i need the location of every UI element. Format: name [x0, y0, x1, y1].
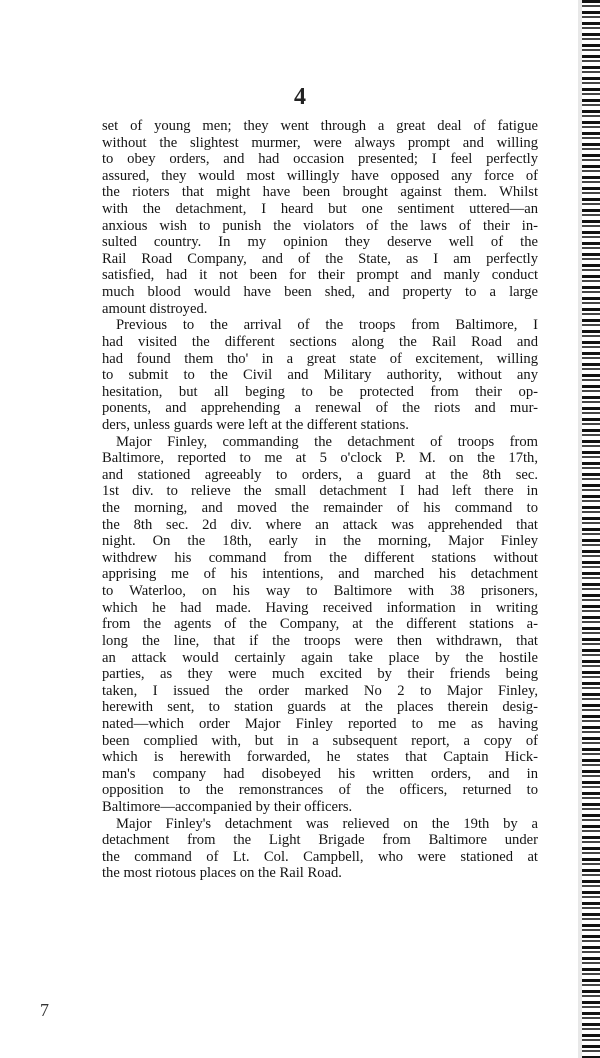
text-line: apprising me of his intentions, and marched his detachment — [102, 566, 538, 583]
text-line: had found them tho' in a great state of excitement, willing — [102, 350, 538, 367]
text-line: ponents, and apprehending a renewal of the riots and mur- — [102, 400, 538, 417]
text-line: nated—which order Major Finley reported to me as having — [102, 715, 538, 732]
text-line: Rail Road Company, and of the State, as I am perfectly — [102, 250, 538, 267]
text-line: satisfied, had it not been for their prompt and manly conduct — [102, 267, 538, 284]
text-line: the rioters that might have been brought against them. Whilst — [102, 184, 538, 201]
text-line: the most riotous places on the Rail Road. — [102, 865, 342, 882]
text-line: withdrew his command from the different stations without — [102, 549, 538, 566]
text-line: which he had made. Having received information in writing — [102, 599, 538, 616]
text-line: to obey orders, and had occasion presented; I feel perfectly — [102, 151, 538, 168]
text-line: Baltimore, reported to me at 5 o'clock P. M. on the 17th, — [102, 450, 538, 467]
text-line: Baltimore—accompanied by their officers. — [102, 798, 353, 815]
text-line: detachment from the Light Brigade from Baltimore under — [102, 832, 538, 849]
text-line: Major Finley's detachment was relieved on the 19th by a — [116, 815, 538, 832]
text-line: from the agents of the Company, at the different stations a- — [102, 616, 538, 633]
text-line: taken, I issued the order marked No 2 to Major Finley, — [102, 682, 538, 699]
text-line: night. On the 18th, early in the morning, Major Finley — [102, 533, 538, 550]
text-line: had visited the different sections along the Rail Road and — [102, 333, 538, 350]
text-line: with the detachment, I heard but one sentiment uttered—an — [102, 201, 538, 218]
body-text — [102, 118, 538, 882]
text-line: hesitation, but all beging to be protected from their op- — [102, 383, 538, 400]
binding-edge — [582, 0, 600, 1058]
text-line: which is herewith forwarded, he states that Captain Hick- — [102, 749, 538, 766]
text-line: Major Finley, commanding the detachment of troops from — [116, 433, 538, 450]
text-line: sulted country. In my opinion they deserve well of the — [102, 234, 538, 251]
text-line: parties, as they were much excited by their friends being — [102, 666, 538, 683]
text-line: been complied with, but in a subsequent report, a copy of — [102, 732, 538, 749]
text-line: 1st div. to relieve the small detachment I had left there in — [102, 483, 538, 500]
text-line: amount distroyed. — [102, 300, 208, 317]
corner-mark: 7 — [40, 1000, 49, 1020]
text-line: to Waterloo, on his way to Baltimore with 38 prisoners, — [102, 583, 538, 600]
text-line: and stationed agreeably to orders, a guard at the 8th sec. — [102, 466, 538, 483]
text-line: anxious wish to punish the violators of the laws of their in- — [102, 217, 538, 234]
page-number: 4 — [294, 84, 306, 110]
text-line: the command of Lt. Col. Campbell, who were stationed at — [102, 848, 538, 865]
text-line: to submit to the Civil and Military authority, without any — [102, 367, 538, 384]
text-line: the morning, and moved the remainder of his command to — [102, 500, 538, 517]
text-line: the 8th sec. 2d div. where an attack was apprehended that — [102, 516, 538, 533]
text-line: set of young men; they went through a great deal of fatigue — [102, 118, 538, 134]
text-line: herewith sent, to station guards at the places therein desig- — [102, 699, 538, 716]
text-line: assured, they would most willingly have opposed any force of — [102, 167, 538, 184]
text-line: long the line, that if the troops were then withdrawn, that — [102, 632, 538, 649]
text-line: Previous to the arrival of the troops from Baltimore, I — [116, 317, 538, 334]
text-line: opposition to the remonstrances of the officers, returned to — [102, 782, 538, 799]
text-line: much blood would have been shed, and property to a large — [102, 284, 538, 301]
text-line: an attack would certainly again take place by the hostile — [102, 649, 538, 666]
text-line: man's company had disobeyed his written orders, and in — [102, 765, 538, 782]
text-line: without the slightest murmer, were always prompt and willing — [102, 134, 538, 151]
text-line: ders, unless guards were left at the different stations. — [102, 416, 409, 433]
